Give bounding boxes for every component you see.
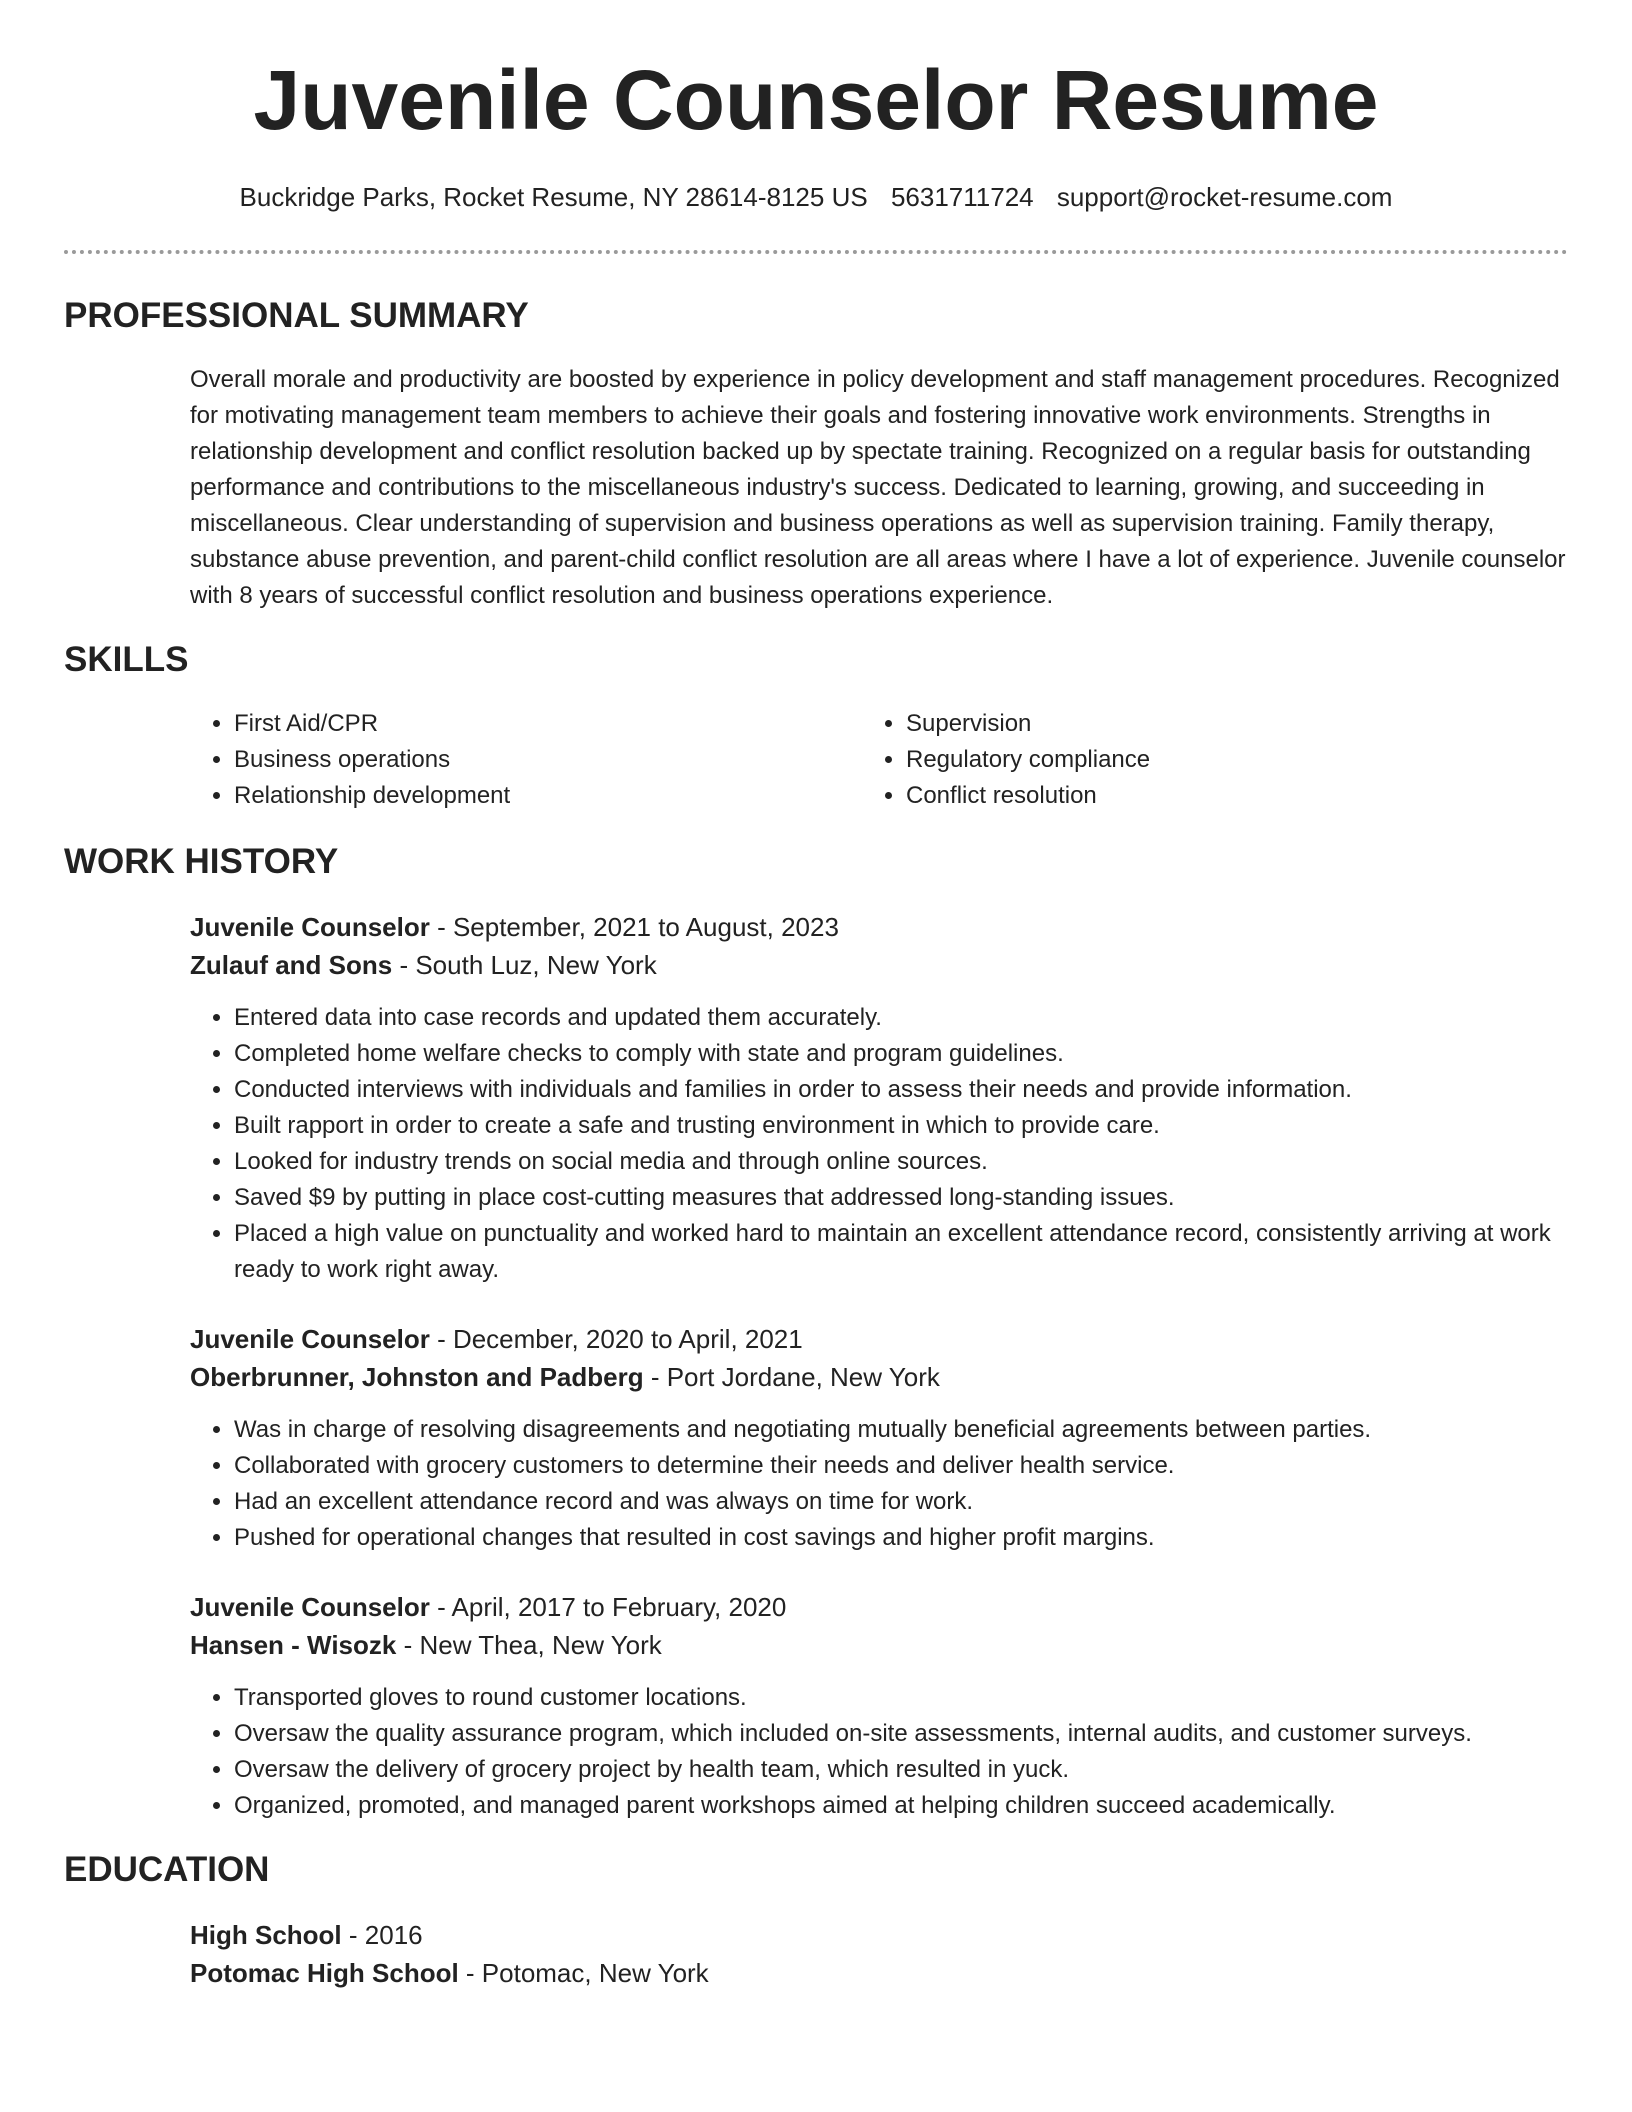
header-divider [64, 250, 1568, 254]
job-company-line [190, 1626, 1568, 1664]
job-bullet: • Was in charge of resolving disagreements and negotiating mutually beneficial agreements between parties. [234, 1412, 1568, 1448]
summary-block [190, 362, 1568, 614]
skill-item: • Regulatory compliance [906, 742, 1502, 778]
job-dates: - April, 2017 to February, 2020 [429, 1592, 787, 1622]
job-location: - Port Jordane, New York [643, 1362, 940, 1392]
job-bullet: • Had an excellent attendance record and was always on time for work. [234, 1484, 1568, 1520]
job-bullets [190, 1412, 1568, 1556]
skills-right-column [862, 706, 1502, 814]
skill-item: • Relationship development [234, 778, 830, 814]
job-bullets [190, 1680, 1568, 1824]
job-entry [190, 908, 1568, 984]
job-company: Zulauf and Sons [190, 950, 393, 980]
education-school-line [190, 1954, 1568, 1992]
job-bullet: • Oversaw the delivery of grocery project by health team, which resulted in yuck. [234, 1752, 1568, 1788]
education-school: Potomac High School [190, 1958, 459, 1988]
job-location: - South Luz, New York [392, 950, 657, 980]
skill-item: • Supervision [906, 706, 1502, 742]
job-role: Juvenile Counselor [190, 1324, 430, 1354]
skills-heading: SKILLS [64, 640, 189, 679]
job-company-line [190, 1358, 1568, 1396]
skill-item: • Conflict resolution [906, 778, 1502, 814]
job-bullet: • Organized, promoted, and managed parent workshops aimed at helping children succeed academically. [234, 1788, 1568, 1824]
contact-phone: 5631711724 [890, 182, 1034, 212]
job-role-line [190, 1588, 1568, 1626]
resume-title: Juvenile Counselor Resume [253, 53, 1379, 147]
education-degree: High School [190, 1920, 342, 1950]
skill-item: • Business operations [234, 742, 830, 778]
job-entry [190, 1588, 1568, 1664]
job-role: Juvenile Counselor [190, 912, 430, 942]
job-company: Hansen - Wisozk [190, 1630, 397, 1660]
job-company-line [190, 946, 1568, 984]
job-bullet: • Collaborated with grocery customers to determine their needs and deliver health service. [234, 1448, 1568, 1484]
contact-address: Buckridge Parks, Rocket Resume, NY 28614-8125 US [239, 182, 868, 212]
job-bullet: • Looked for industry trends on social media and through online sources. [234, 1144, 1568, 1180]
job-entry [190, 1320, 1568, 1396]
contact-email: support@rocket-resume.com [1056, 182, 1393, 212]
job-bullet: • Completed home welfare checks to comply with state and program guidelines. [234, 1036, 1568, 1072]
job-bullet: • Pushed for operational changes that resulted in cost savings and higher profit margins. [234, 1520, 1568, 1556]
job-bullet: • Entered data into case records and updated them accurately. [234, 1000, 1568, 1036]
job-bullet: • Oversaw the quality assurance program, which included on-site assessments, internal audits, and customer surveys. [234, 1716, 1568, 1752]
job-role-line [190, 908, 1568, 946]
job-bullet: • Conducted interviews with individuals and families in order to assess their needs and provide information. [234, 1072, 1568, 1108]
job-bullet: • Placed a high value on punctuality and worked hard to maintain an excellent attendance record, consistently arriving at work ready to work right away. [234, 1216, 1568, 1288]
job-bullet: • Saved $9 by putting in place cost-cutting measures that addressed long-standing issues. [234, 1180, 1568, 1216]
contact-line [64, 182, 1568, 213]
job-bullets [190, 1000, 1568, 1288]
education-location: - Potomac, New York [458, 1958, 709, 1988]
summary-heading: PROFESSIONAL SUMMARY [64, 296, 529, 335]
job-bullet: • Built rapport in order to create a safe and trusting environment in which to provide care. [234, 1108, 1568, 1144]
education-entry [190, 1916, 1568, 1992]
job-dates: - December, 2020 to April, 2021 [429, 1324, 803, 1354]
education-year: - 2016 [341, 1920, 423, 1950]
job-company: Oberbrunner, Johnston and Padberg [190, 1362, 644, 1392]
skill-item: • First Aid/CPR [234, 706, 830, 742]
job-role: Juvenile Counselor [190, 1592, 430, 1622]
education-heading: EDUCATION [64, 1850, 270, 1889]
summary-text: Overall morale and productivity are boosted by experience in policy development and staff management procedures. Recognized for motivating management team members to achieve their goals and fostering innovative work environments. Strengths in relationship development and conflict resolution backed up by spectate training. Recognized on a regular basis for outstanding performance and contributions to the miscellaneous industry's success. Dedicated to learning, growing, and succeeding in miscellaneous. Clear understanding of supervision and business operations as well as supervision training. Family therapy, substance abuse prevention, and parent-child conflict resolution are all areas where I have a lot of experience. Juvenile counselor with 8 years of successful conflict resolution and business operations experience. [190, 366, 1566, 609]
education-degree-line [190, 1916, 1568, 1954]
job-role-line [190, 1320, 1568, 1358]
work-history-heading: WORK HISTORY [64, 842, 339, 881]
job-bullet: • Transported gloves to round customer locations. [234, 1680, 1568, 1716]
job-location: - New Thea, New York [396, 1630, 662, 1660]
skills-left-column [190, 706, 830, 814]
job-dates: - September, 2021 to August, 2023 [429, 912, 839, 942]
